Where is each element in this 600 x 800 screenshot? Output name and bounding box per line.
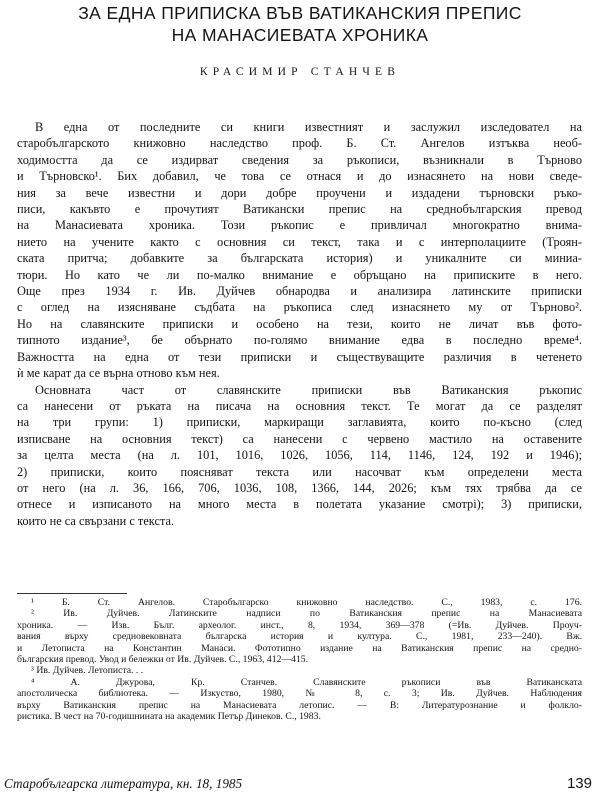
footnote-line: апостолическа библиотека. — Изкуство, 1980, № 8, с. 3; Ив. Дуйчев. Наблюдения bbox=[17, 688, 582, 700]
body-line: на Манасиевата хроника. Този ръкопис е привличал многократно внима- bbox=[17, 218, 582, 233]
body-line: за целта места (на л. 101, 1016, 1026, 1056, 114, 1146, 124, 192 и 1946); bbox=[17, 448, 582, 463]
title-line-1: ЗА ЕДНА ПРИПИСКА ВЪВ ВАТИКАНСКИЯ ПРЕПИС bbox=[78, 3, 522, 23]
footnote-line: вания върху средновековната българска история и култура. С., 1981, 233—240). Вж. bbox=[17, 631, 582, 643]
body-line: ската притча; добавките за българската история) и уникалните си миниа- bbox=[17, 251, 582, 266]
body-line: изписване на основния текст) са нанесени с червено мастило на оставените bbox=[17, 431, 582, 446]
title-line-2: НА МАНАСИЕВАТА ХРОНИКА bbox=[171, 25, 429, 45]
footnote-line: върху Ватиканския препис на Манасиевата летопис. — В: Литературознание и фолкло- bbox=[17, 699, 582, 711]
footnote-line: ² Ив. Дуйчев. Латинските надписи по Ватиканския препис на Манасиевата bbox=[31, 608, 582, 620]
footnote-line: ¹ Б. Ст. Ангелов. Старобългарско книжовно наследство. С., 1983, с. 176. bbox=[31, 597, 582, 608]
body-line: ния за вече известни и дори добре проучени и издадени търновски ръко- bbox=[17, 185, 582, 200]
footnote-line: ⁴ А. Джурова, Кр. Станчев. Славянските ръкописи във Ватиканската bbox=[31, 676, 582, 688]
body-line: типното издание³, бе обърнато по-голямо внимание едва в последно време⁴. bbox=[17, 333, 582, 348]
body-line: от него (на л. 36, 166, 706, 1036, 108, 1366, 144, 2026; към тях трябва да се bbox=[17, 480, 582, 495]
body-line: които не са свързани с текста. bbox=[17, 513, 175, 528]
article-body bbox=[17, 119, 582, 529]
page-number: 139 bbox=[566, 775, 592, 792]
body-line: с оглед на изясняване съдбата на ръкописа след изнасянето му от Търново². bbox=[17, 300, 582, 315]
footnote-line: и Летописта на Константин Манаси. Фототипно издание на Ватиканския препис на средно- bbox=[17, 642, 582, 654]
page-footer bbox=[4, 776, 592, 796]
footnotes bbox=[17, 597, 582, 722]
body-line: 2) приписки, които поясняват текста или насочват към определени места bbox=[17, 464, 582, 479]
body-line: писи, какъвто е прочутият Ватикански препис на среднобългарския превод bbox=[17, 202, 582, 217]
body-line: са нанесени от ръката на писача на основния текст. Те могат да се разделят bbox=[17, 398, 582, 413]
footnote-line: ³ Ив. Дуйчев. Летописта. . . bbox=[31, 665, 144, 677]
body-line: Но на славянските приписки и особено на тези, които не личат във фото- bbox=[17, 316, 582, 331]
footnote-divider bbox=[17, 593, 127, 594]
journal-citation: Старобългарска литература, кн. 18, 1985 bbox=[4, 776, 243, 791]
body-line: тюри. Но като че ли по-малко внимание е обръщано на приписките в него. bbox=[17, 267, 582, 282]
footnote-line: ристика. В чест на 70-годишнината на академик Петър Динеков. С., 1983. bbox=[17, 711, 321, 723]
body-line: Важността на една от тези приписки и съществуващите различия в четенето bbox=[17, 349, 582, 364]
body-line: старобългарското книжовно наследство проф. Б. Ст. Ангелов изтъква необ- bbox=[17, 136, 582, 151]
body-line: ѝ ме карат да се върна отново към нея. bbox=[17, 366, 220, 381]
footnote-line: хроника. — Изв. Бълг. археолог. инст., 8, 1934, 369—378 (=Ив. Дуйчев. Проуч- bbox=[17, 619, 582, 631]
article-title bbox=[20, 2, 580, 46]
body-line: Още през 1934 г. Ив. Дуйчев обнародва и анализира латинските приписки bbox=[17, 284, 582, 299]
body-line: Основната част от славянските приписки във Ватиканския ръкопис bbox=[35, 382, 582, 397]
body-line: ходимостта да се издирват сведения за ръкописи, възникнали в Търново bbox=[17, 152, 582, 167]
body-line: В една от последните си книги известният и заслужил изследовател на bbox=[35, 120, 582, 134]
body-line: отнесе и изписаното на много места в полетата указание смотрі); 3) приписки, bbox=[17, 497, 582, 512]
article-author: КРАСИМИР СТАНЧЕВ bbox=[199, 66, 401, 78]
footnote-line: българския превод. Увод и бележки от Ив. Дуйчев. С., 1963, 412—415. bbox=[17, 654, 309, 666]
body-line: и Търновско¹. Бих добавил, че това се отнася и до изнасянето на нови сведе- bbox=[17, 169, 582, 184]
body-line: на три групи: 1) приписки, маркиращи заглавията, които по-късно (след bbox=[17, 415, 582, 430]
body-line: нието на учените както с основния си текст, така и с интерполациите (Троян- bbox=[17, 234, 582, 249]
